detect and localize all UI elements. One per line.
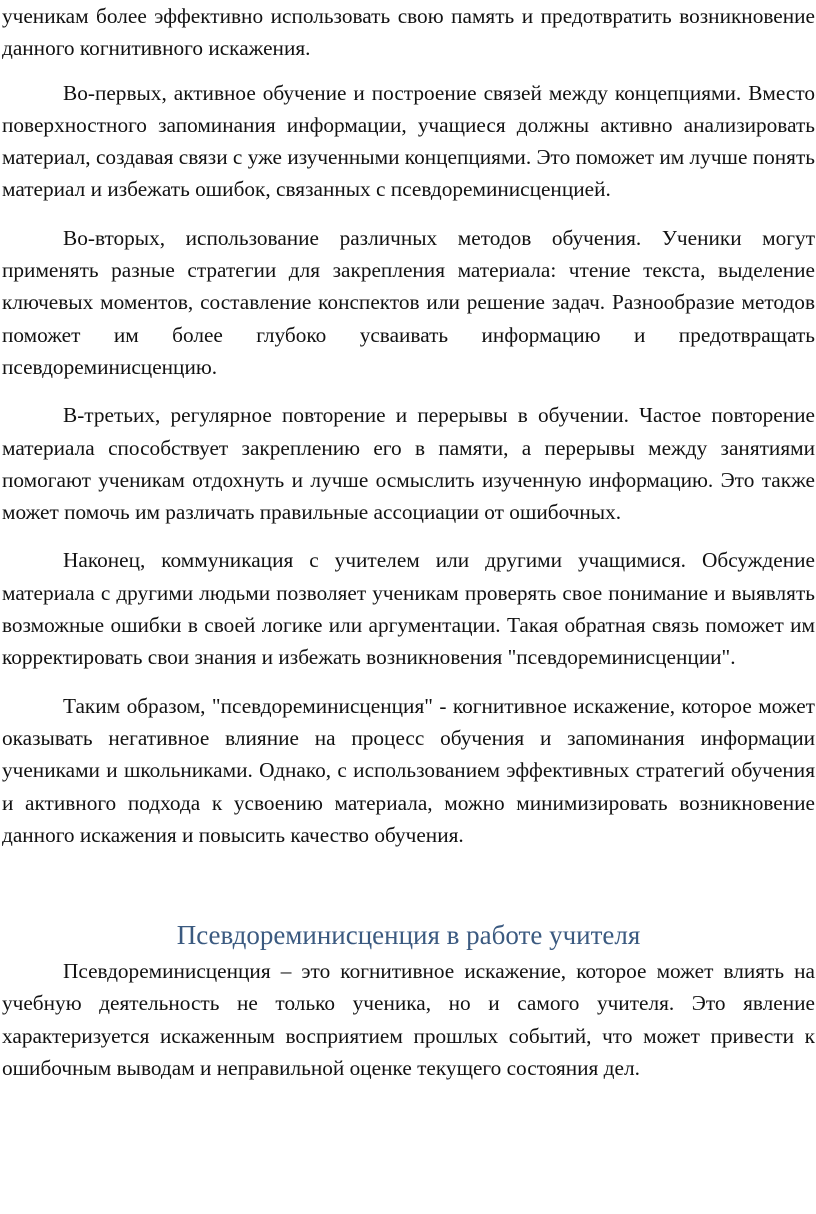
paragraph-section-intro: Псевдореминисценция – это когнитивное искажение, которое может влиять на учебную деятельность не только ученика, но и самого учителя. Это явление характеризуется искаженным восприятием прошлых событий, что может привести к ошибочным выводам и неправильной оценке текущего состояния дел. (2, 959, 815, 1081)
paragraph-conclusion: Таким образом, "псевдореминисценция" - когнитивное искажение, которое может оказывать негативное влияние на процесс обучения и запоминания информации учениками и школьниками. Однако, с использованием эффективных стратегий обучения и активного подхода к усвоению материала, можно минимизировать возникновение данного искажения и повысить качество обучения. (2, 693, 815, 847)
paragraph-active-learning: Во-первых, активное обучение и построение связей между концепциями. Вместо поверхностного запоминания информации, учащиеся должны активно анализировать материал, создавая связи с уже изученными концепциями. Это поможет им лучше понять материал и избежать ошибок, связанных с псевдореминисценцией. (2, 80, 815, 202)
paragraph-communication: Наконец, коммуникация с учителем или другими учащимися. Обсуждение материала с другими людьми позволяет ученикам проверять свое понимание и выявлять возможные ошибки в своей логике или аргументации. Такая обратная связь поможет им корректировать свои знания и избежать возникновения "псевдореминисценции". (2, 548, 815, 670)
paragraph-repetition: В-третьих, регулярное повторение и перерывы в обучении. Частое повторение материала способствует закреплению его в памяти, а перерывы между занятиями помогают ученикам отдохнуть и лучше осмыслить изученную информацию. Это также может помочь им различать правильные ассоциации от ошибочных. (2, 403, 815, 525)
section-heading: Псевдореминисценция в работе учителя (176, 920, 641, 951)
document-page (2, 0, 815, 1084)
paragraph-continued: ученикам более эффективно использовать свою память и предотвратить возникновение данного когнитивного искажения. (2, 4, 815, 61)
paragraph-learning-methods: Во-вторых, использование различных методов обучения. Ученики могут применять разные стратегии для закрепления материала: чтение текста, выделение ключевых моментов, составление конспектов или решение задач. Разнообразие методов поможет им более глубоко усваивать информацию и предотвращать псевдореминисценцию. (2, 225, 815, 379)
